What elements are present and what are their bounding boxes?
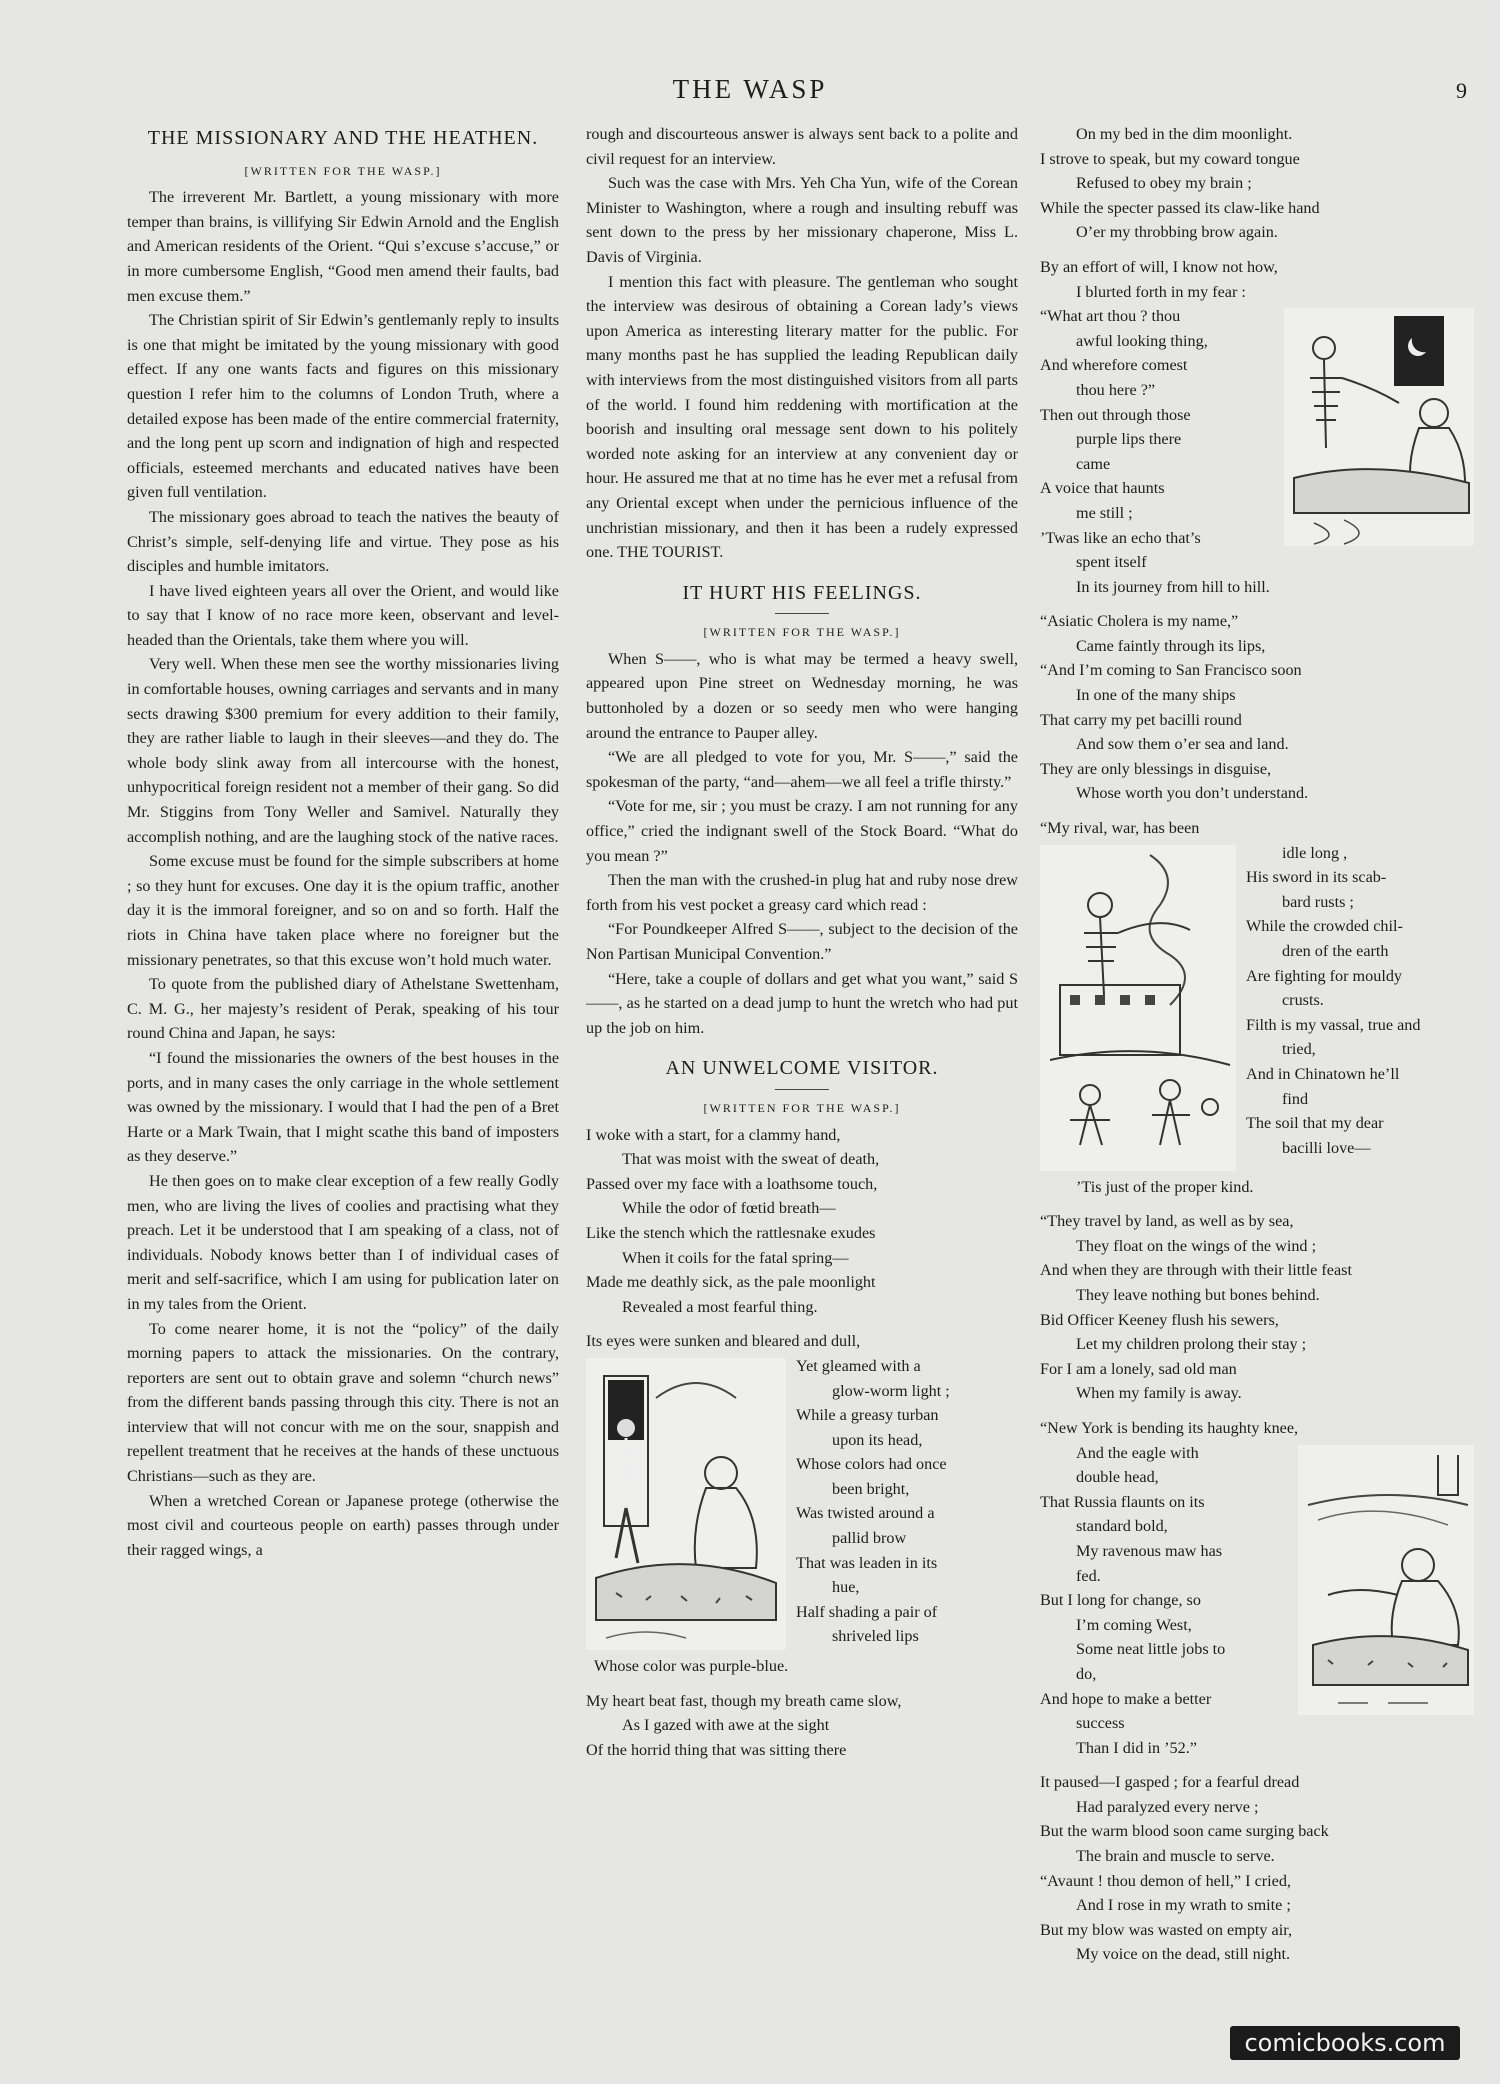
verse-line: Passed over my face with a loathsome touch,: [586, 1174, 878, 1193]
verse-line: hue,: [832, 1578, 860, 1597]
paragraph: The Christian spirit of Sir Edwin’s gentlemanly reply to insults is one that might be imitated by the young missionary with good effect. If any one wants facts and figures on this missionary question I refer him to the columns of London Truth, where a detailed expose has been made of the entire commercial fraternity, and the long pent up scorn and indignation of high and respected officials, esteemed merchants and educated natives have been given full ventilation.: [127, 311, 559, 502]
paragraph: To come nearer home, it is not the “policy” of the daily morning papers to attack the missionaries. On the contrary, reporters are sent out to obtain grave and solemn “church news” from the different bands passing through this city. There is not an interview that will not concur with me on the sour, snappish and repellent treatment that he receives at the hands of these unctuous Christians—such as they are.: [127, 1319, 559, 1486]
verse-line: “They travel by land, as well as by sea,: [1040, 1212, 1294, 1231]
verse-line: While the specter passed its claw-like hand: [1040, 198, 1320, 217]
verse-line: Bid Officer Keeney flush his sewers,: [1040, 1310, 1279, 1329]
verse-line: been bright,: [832, 1479, 910, 1498]
verse-line: came: [1076, 454, 1111, 473]
verse-line: thou here ?”: [1076, 380, 1156, 399]
paragraph: When S——, who is what may be termed a heavy swell, appeared upon Pine street on Wednesday morning, he was buttonholed by a dozen or so seedy men who were hanging around the entrance to Pauper alley.: [586, 649, 1018, 742]
verse-line: Like the stench which the rattlesnake exudes: [586, 1223, 876, 1242]
masthead: THE WASP: [672, 74, 828, 104]
verse-line: But my blow was wasted on empty air,: [1040, 1920, 1293, 1939]
verse-line: They are only blessings in disguise,: [1040, 759, 1272, 778]
specter-and-sleeper-illustration: [1284, 308, 1474, 546]
verse-line: For I am a lonely, sad old man: [1040, 1359, 1237, 1378]
verse-line: My ravenous maw has: [1076, 1541, 1223, 1560]
paragraph: I have lived eighteen years all over the Orient, and would like to say that I know of no race more keen, observant and level-headed than the Orientals, take them where you will.: [127, 581, 559, 649]
verse-line: tried,: [1282, 1040, 1316, 1059]
verse-line: “And I’m coming to San Francisco soon: [1040, 661, 1302, 680]
verse-line: A voice that haunts: [1040, 479, 1165, 498]
wrapped-verse: [1040, 304, 1276, 575]
paragraph: “For Poundkeeper Alfred S——, subject to the decision of the Non Partisan Municipal Convention.”: [586, 920, 1018, 963]
poem-stanza: [1040, 122, 1474, 245]
skeleton-at-bedside-illustration: [586, 1358, 786, 1650]
article-title-hurt-feelings: IT HURT HIS FEELINGS.: [682, 581, 922, 604]
verse-line: standard bold,: [1076, 1517, 1168, 1536]
paragraph: “Vote for me, sir ; you must be crazy. I am not running for any office,” cried the indignant swell of the Stock Board. “What do you mean ?”: [586, 797, 1018, 865]
verse-line: Than I did in ’52.”: [1076, 1738, 1197, 1757]
verse-line: While the crowded chil-: [1246, 917, 1403, 936]
column-3: [1040, 122, 1474, 1977]
verse-line: They float on the wings of the wind ;: [1076, 1236, 1317, 1255]
column-2: [586, 122, 1018, 1772]
poem-stanza: [586, 1123, 1018, 1320]
verse-line: awful looking thing,: [1076, 331, 1208, 350]
verse-line: Then out through those: [1040, 405, 1191, 424]
verse-line: Revealed a most fearful thing.: [622, 1297, 818, 1316]
verse-line: It paused—I gasped ; for a fearful dread: [1040, 1773, 1300, 1792]
verse-line: My heart beat fast, though my breath came slow,: [586, 1691, 902, 1710]
verse-line: On my bed in the dim moonlight.: [1076, 125, 1293, 143]
poem-stanza: [1040, 609, 1474, 806]
verse-line: Came faintly through its lips,: [1076, 636, 1266, 655]
poem-stanza: [1040, 816, 1474, 1199]
paragraph: Some excuse must be found for the simple subscribers at home ; so they hunt for excuses. One day it is the opium traffic, another day it is the immoral foreigner, and so on and so forth. Half the riots in China have taken place where no foreigner but the missionary penetrates, so that this excuse won’t hold much water.: [127, 852, 559, 969]
verse-line: glow-worm light ;: [832, 1381, 950, 1400]
verse-line: pallid brow: [832, 1529, 907, 1548]
poem-stanza: [1040, 1209, 1474, 1406]
verse-line: bard rusts ;: [1282, 892, 1354, 911]
poem-stanza: [586, 1689, 1018, 1763]
verse-line: My voice on the dead, still night.: [1076, 1945, 1291, 1964]
verse-line: Some neat little jobs to: [1076, 1640, 1226, 1659]
paragraph: “We are all pledged to vote for you, Mr. S——,” said the spokesman of the party, “and—ahem—we all feel a trifle thirsty.”: [586, 748, 1018, 791]
verse-line: In one of the many ships: [1076, 686, 1236, 705]
specter-over-city-illustration: [1040, 845, 1236, 1171]
verse-line: Its eyes were sunken and bleared and dull,: [586, 1332, 861, 1351]
verse-line: Half shading a pair of: [796, 1602, 938, 1621]
verse-line: I woke with a start, for a clammy hand,: [586, 1125, 841, 1144]
verse-line: I’m coming West,: [1076, 1615, 1192, 1634]
verse-line: And the eagle with: [1076, 1443, 1199, 1462]
column-1: [127, 122, 559, 1562]
verse-line: crusts.: [1282, 991, 1324, 1010]
verse-line: bacilli love—: [1282, 1138, 1371, 1157]
paragraph: The irreverent Mr. Bartlett, a young missionary with more temper than brains, is villifying Sir Edwin Arnold and the English and American residents of the Orient. “Qui s’excuse s’accuse,” or in more cumbersome English, “Good men amend their faults, bad men excuse them.”: [127, 188, 559, 305]
verse-line: fed.: [1076, 1566, 1101, 1585]
verse-line: Made me deathly sick, as the pale moonlight: [586, 1273, 876, 1292]
verse-line: “New York is bending its haughty knee,: [1040, 1418, 1299, 1437]
verse-line: But the warm blood soon came surging back: [1040, 1822, 1329, 1841]
paragraph: Such was the case with Mrs. Yeh Cha Yun, wife of the Corean Minister to Washington, where a rough and insulting rebuff was sent down to the press by her missionary chaperone, Miss L. Davis of Virginia.: [586, 174, 1018, 266]
verse-line: Whose colors had once: [796, 1455, 947, 1474]
verse-line: And in Chinatown he’ll: [1246, 1064, 1400, 1083]
verse-line: The soil that my dear: [1246, 1114, 1384, 1133]
verse-line: Refused to obey my brain ;: [1076, 174, 1252, 193]
poem-stanza: [1040, 255, 1474, 599]
paragraph: To quote from the published diary of Athelstane Swettenham, C. M. G., her majesty’s resident of Perak, speaking of his tour round China and Japan, he says:: [127, 975, 559, 1043]
verse-line: That carry my pet bacilli round: [1040, 710, 1242, 729]
verse-line: spent itself: [1076, 553, 1147, 572]
verse-line: idle long ,: [1282, 843, 1348, 862]
byline: [WRITTEN FOR THE WASP.]: [703, 625, 901, 640]
verse-line: ’Tis just of the proper kind.: [1076, 1177, 1254, 1196]
verse-line: His sword in its scab-: [1246, 868, 1387, 887]
verse-line: Whose color was purple-blue.: [594, 1656, 789, 1675]
verse-line: dren of the earth: [1282, 942, 1389, 960]
wrapped-verse: [796, 1354, 1018, 1649]
article-title-unwelcome-visitor: AN UNWELCOME VISITOR.: [665, 1057, 939, 1080]
verse-line: “Avaunt ! thou demon of hell,” I cried,: [1040, 1871, 1291, 1890]
paragraph: “Here, take a couple of dollars and get what you want,” said S——, as he started on a dead jump to hunt the wretch who had put up the job on him.: [586, 969, 1018, 1037]
verse-line: Are fighting for mouldy: [1246, 966, 1403, 985]
poem-stanza: [586, 1329, 1018, 1678]
wrapped-verse: [1040, 1441, 1290, 1736]
verse-line: They leave nothing but bones behind.: [1076, 1286, 1320, 1304]
verse-line: “My rival, war, has been: [1040, 819, 1200, 838]
verse-line: do,: [1076, 1664, 1097, 1683]
sleeper-waking-illustration: [1298, 1445, 1474, 1715]
verse-line: And sow them o’er sea and land.: [1076, 735, 1289, 754]
verse-line: find: [1282, 1089, 1309, 1108]
paragraph: He then goes on to make clear exception of a few really Godly men, who are living the lives of coolies and practising what they preach. Let it be understood that I am speaking of a class, not of individuals. Nobody knows better than I of individual cases of merit and self-sacrifice, which I am using for publication later on in my tales from the Orient.: [127, 1171, 559, 1313]
verse-line: When my family is away.: [1076, 1384, 1242, 1403]
byline: [WRITTEN FOR THE WASP.]: [244, 163, 442, 178]
verse-line: And I rose in my wrath to smite ;: [1076, 1896, 1291, 1915]
title-rule: [775, 1089, 829, 1090]
title-rule: [775, 613, 829, 614]
verse-line: Let my children prolong their stay ;: [1076, 1335, 1307, 1354]
verse-line: purple lips there: [1076, 430, 1182, 449]
verse-line: The brain and muscle to serve.: [1076, 1847, 1275, 1866]
verse-line: O’er my throbbing brow again.: [1076, 223, 1278, 242]
verse-line: By an effort of will, I know not how,: [1040, 257, 1278, 276]
paragraph: “I found the missionaries the owners of the best houses in the ports, and in many cases the only carriage in the whole settlement was owned by the missionary. I would that I had the pen of a Bret Harte or a Mark Twain, that I might scathe this band of imposters as they deserve.”: [127, 1048, 559, 1166]
verse-line: Yet gleamed with a: [796, 1356, 921, 1375]
verse-line: When it coils for the fatal spring—: [622, 1248, 849, 1267]
verse-line: success: [1076, 1714, 1125, 1733]
verse-line: Whose worth you don’t understand.: [1076, 784, 1309, 803]
verse-line: “Asiatic Cholera is my name,”: [1040, 612, 1239, 631]
verse-line: me still ;: [1076, 503, 1133, 522]
verse-line: Filth is my vassal, true and: [1246, 1015, 1421, 1034]
verse-line: While the odor of fœtid breath—: [622, 1199, 836, 1218]
verse-line: While a greasy turban: [796, 1406, 939, 1425]
verse-line: ’Twas like an echo that’s: [1040, 528, 1201, 547]
article-title-missionary: THE MISSIONARY AND THE HEATHEN.: [147, 127, 539, 149]
poem-stanza: [1040, 1770, 1474, 1967]
poem-stanza: [1040, 1416, 1474, 1760]
verse-line: But I long for change, so: [1040, 1591, 1201, 1610]
verse-line: That was leaden in its: [796, 1553, 938, 1572]
verse-line: As I gazed with awe at the sight: [622, 1716, 830, 1735]
article-body-missionary: [127, 185, 559, 1562]
verse-line: And when they are through with their little feast: [1040, 1261, 1352, 1280]
verse-line: And hope to make a better: [1040, 1689, 1212, 1708]
site-watermark: comicbooks.com: [1230, 2026, 1460, 2060]
verse-line: In its journey from hill to hill.: [1076, 577, 1270, 596]
paragraph: rough and discourteous answer is always sent back to a polite and civil request for an interview.: [586, 125, 1018, 168]
byline: [WRITTEN FOR THE WASP.]: [703, 1100, 901, 1115]
wrapped-verse: [1246, 841, 1474, 1161]
paragraph: When a wretched Corean or Japanese protege (otherwise the most civil and courteous people on earth) passes through under their ragged wings, a: [127, 1491, 559, 1559]
verse-line: Was twisted around a: [796, 1504, 935, 1523]
verse-line: And wherefore comest: [1040, 356, 1188, 375]
paragraph: The missionary goes abroad to teach the natives the beauty of Christ’s simple, self-denying life and virtue. They pose as his disciples and humble imitators.: [127, 507, 559, 576]
verse-line: Of the horrid thing that was sitting there: [586, 1740, 847, 1759]
verse-line: That Russia flaunts on its: [1040, 1492, 1205, 1511]
paragraph: Very well. When these men see the worthy missionaries living in comfortable houses, owning carriages and servants and in many sects drawing $300 premium for every addition to their family, they are rather liable to laugh in their sleeves—and they do. The whole body slink away from all intercourse with the honest, unhypocritical foreign resident not a member of their gang. So did Mr. Stiggins from Tony Weller and Samivel. Naturally they accomplish nothing, and are the laughing stock of the native races.: [127, 655, 559, 846]
verse-line: Had paralyzed every nerve ;: [1076, 1797, 1259, 1816]
verse-line: That was moist with the sweat of death,: [622, 1150, 880, 1169]
verse-line: I blurted forth in my fear :: [1076, 282, 1246, 301]
verse-line: “What art thou ? thou: [1040, 307, 1181, 326]
paragraph: Then the man with the crushed-in plug hat and ruby nose drew forth from his vest pocket a greasy card which read :: [586, 871, 1018, 914]
verse-line: double head,: [1076, 1468, 1159, 1487]
verse-line: shriveled lips: [832, 1627, 919, 1646]
verse-line: upon its head,: [832, 1430, 923, 1449]
page-number: 9: [1456, 78, 1467, 103]
verse-line: I strove to speak, but my coward tongue: [1040, 149, 1300, 168]
paragraph: I mention this fact with pleasure. The gentleman who sought the interview was desirous of obtaining a Corean lady’s views upon America as interesting literary matter for the public. For many months past he has supplied the leading Republican daily with interviews from the most distinguished visitors from all parts of the world. I found him reddening with mortification at the boorish and insulting oral message sent down to his politely worded note asking for an interview at any convenient day or hour. He assured me that at no time has he ever met a refusal from any Oriental except when under the pernicious influence of the unchristian missionary, and then it has been a rudely expressed one. THE TOURIST.: [586, 272, 1018, 562]
